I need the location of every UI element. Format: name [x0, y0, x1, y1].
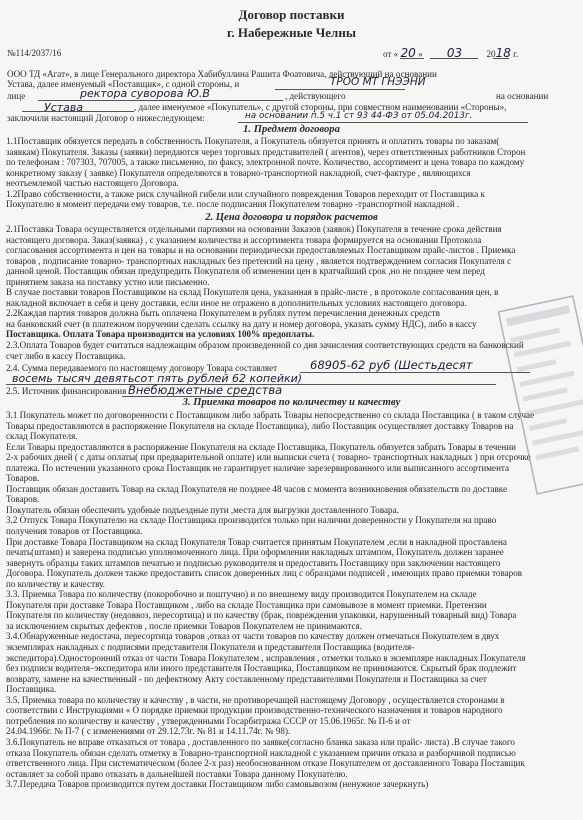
director-handwritten: ректора суворова Ю.В	[80, 87, 210, 100]
text-line: При доставке Товара Поставщиком на склад Покупателя Товар считается принятым Покупателем ,если в накладной проставлена	[6, 536, 507, 547]
text-line: конкретному заказу ( заявке) Покупателя определяются в товарно-транспортной накладной, счет-фактуре , являющихся	[6, 167, 471, 178]
section-3-body	[6, 410, 578, 790]
text-line: по телефонам : 707303, 707005, а также письменно, по факсу, электронной почте. Количество, ассортимент и цена товара по каждому	[6, 157, 525, 168]
section-1-body	[6, 136, 578, 210]
funding-source-handwritten: Внебюджетные средства	[128, 383, 283, 397]
text-line: 1.2Право собственности, а также риск случайной гибели или случайного повреждения Товаров переходит от Поставщика к	[6, 188, 485, 199]
text-line: 2.2Каждая партия товаров должна быть оплачена Покупателем в рублях путем перечисления денежных средств	[6, 308, 440, 319]
preamble-line-4: , далее именуемое «Покупатель», с другой стороны, при совместном наименовании «Стороны»,	[134, 102, 507, 112]
text-line: получения товаров от Поставщика.	[6, 526, 143, 537]
date-year-suffix: г.	[513, 49, 519, 59]
text-line: по количеству и качеству.	[6, 578, 105, 589]
text-line: печать(штамп) и заверена подписью уполномоченного лица. При оформлении накладных штампом, Покупатель должен заранее	[6, 547, 504, 558]
text-line: соответствии с Инструкциями « О порядке приемки продукции производственно-технического назначения и товаров народного	[6, 705, 503, 716]
text-line: без подписи водителя–экспедитора или иного представителя Поставщика, Поставщиком не принимаются. Скрытый брак подлежит	[6, 663, 517, 674]
preamble-line-3-a: лице	[7, 91, 26, 101]
text-line: ответственного лица. При систематическом (более 2-х раз) необоснованном отказе Покупателем от доставленного Товара Поставщик	[6, 758, 525, 769]
text-line: данной ценой. Поставщик обязан предупредить Покупателя об изменении цен в кратчайший срок ,но не позднее чем перед	[6, 266, 485, 277]
basis-handwritten: Устава	[44, 101, 84, 114]
document-city: г. Набережные Челны	[227, 25, 356, 40]
text-line: 24.04.1966г. № П-7 ( с изменениями от 29.12.73г. № 81 и 14.11.74г. № 98).	[6, 726, 291, 737]
text-line: принятием заказа на поставку устно или письменно.	[6, 276, 210, 287]
text-line: Товаров.	[6, 494, 40, 505]
text-line: отказа Покупатель обязан сделать отметку в Товарно-транспортной накладной с указанием причин отказа и разборчивой подписью	[6, 747, 516, 758]
text-line: завернуть образцы таких штампов печатью и подписью руководителя и предоставить Поставщику при заключении настоящего	[6, 557, 501, 568]
text-line: на банковский счет (в платежном поручении сделать ссылку на дату и номер договора, указать сумму НДС), либо в кассу	[6, 318, 477, 329]
text-line: потребления по количеству и качеству , утвержденными Госарбитража СССР от 15.06.1965г. № П-6 и от	[6, 715, 411, 726]
text-line: Если Товары предоставляются в распоряжение Покупателя на складе Поставщика, Покупатель обязуется забрать Товары в течении	[6, 441, 516, 452]
law-basis-handwritten: на основании п.5 ч.1 ст 93 44-ФЗ от 05.04.2013г.	[245, 111, 473, 121]
preamble-line-5: заключили настоящий Договор о нижеследующем:	[7, 113, 205, 123]
text-line: В случае поставки товаров Поставщиком на склад Покупателя цена, указанная в прайс-листе , в протоколе согласования цен, в	[6, 287, 499, 298]
text-line: Договора. Покупатель должен также предоставить список доверенных лиц с образцами подписей , имеющих право приемки товаров	[6, 568, 523, 579]
text-line: накладной включает в себя и цену доставки, если иное не отражено в дополнительных условиях настоящего договора.	[6, 297, 467, 308]
date-year: 18	[495, 46, 511, 60]
preamble-line-3-c: на основании	[496, 91, 549, 101]
text-line: настоящего договора. Заказ(заявка) , с указанием количества и ассортимента товара формируется на основании Протокола	[6, 234, 482, 245]
document-title: Договор поставки	[238, 7, 345, 22]
text-line: склад Покупателя.	[6, 431, 78, 442]
text-line: Поставщик обязан доставить Товар на склад Покупателя не позднее 48 часов с момента возникновения обязательств по доставке	[6, 483, 507, 494]
section-1-heading: 1. Предмет договора	[243, 124, 340, 135]
text-line: 2-х рабочих дней ( с даты оплаты( при предварительной оплате) или выписки счета ( товарно- транспортных накладных ) при отсрочке	[6, 452, 531, 463]
date-day: 20	[400, 46, 416, 60]
text-line: 3.4.Обнаруженные недостача, пересортица товаров ,отказ от части товаров по качеству должен отмечаться Покупателем в двух	[6, 631, 500, 642]
section-2-heading: 2. Цена договора и порядок расчетов	[205, 212, 378, 223]
date-year-prefix: 20	[486, 49, 496, 59]
section-3-heading: 3. Приемка товаров по количеству и качеству	[182, 397, 401, 408]
text-line: 2.3.Оплата Товаров будет считаться надлежащим образом произведенной со дня зачисления соответствующих средств на банковский	[6, 340, 524, 351]
text-line: экспедитора).Односторонний отказ от части Товара Покупателем , исправления , отметки только в экземпляре накладных Покупателя	[6, 652, 526, 663]
preamble-line-1: ООО ТД «Агат», в лице Генерального директора Хабибуллина Рашита Фоатовича, действующий на основании	[7, 69, 437, 79]
text-line: Товаров.	[6, 473, 40, 484]
preamble-line-2: Устава, далее именуемый «Поставщик», с одной стороны, и	[7, 79, 240, 89]
text-line: за исключением скрытых дефектов , после приемки Товаров Покупателем не принимаются.	[6, 620, 362, 631]
text-line: Поставщика.	[6, 684, 57, 695]
contract-sum-handwritten: 68905-62 руб (Шестьдесят	[310, 358, 473, 372]
text-line: 3.6.Покупатель не вправе отказаться от товара , доставленного по заявке(согласно бланка заказа или прайс- листа) .В случае такого	[6, 736, 515, 747]
text-line: 3.3. Приемка Товара по количеству (покоробочно и поштучно) и по внешнему виду производится Покупателем на складе	[6, 589, 477, 600]
text-line: Покупателя при доставке Товара Поставщиком , либо на складе Поставщика при самовывозе в момент приемки. Претензии	[6, 599, 487, 610]
text-line: Покупателю в момент передачи ему товаров, т.е. после подписания Покупателем товарно -транспортной накладной .	[6, 199, 460, 210]
text-line: оставляет за собой право отказать в дальнейшей поставки Товара данному Покупателю.	[6, 768, 348, 779]
funding-source-label: 2.5. Источник финансирования	[6, 386, 127, 396]
text-line: 3.2 Отпуск Товара Покупателю на складе Поставщика производится только при наличии доверенности у Покупателя на право	[6, 515, 497, 526]
contract-sum-words-handwritten: восемь тысяч девятьсот пять рублей 62 копейки)	[12, 372, 303, 385]
text-line: неотъемлемой частью настоящего Договора.	[6, 178, 179, 189]
buyer-name-handwritten: ТРОО МТ ГНЭЭНИ	[330, 76, 426, 88]
contract-number: №114/2037/16	[7, 48, 62, 58]
contract-sum-label: 2.4. Сумма передаваемого по настоящему договору Товара составляет	[6, 363, 278, 373]
text-line: Покупатель обязан обеспечить удобные подъездные пути ,места для выгрузки доставленного Товара.	[6, 504, 399, 515]
text-line: 2.1Поставка Товара осуществляется отдельными партиями на основании Заказов (заявок) Покупателя в течение срока действия	[6, 224, 502, 234]
text-line: 1.1Поставщик обязуется передать в собственность Покупателя, а Покупатель обязуется принять и оплатить товары по заказам(	[6, 136, 500, 146]
text-line: согласования ассортимента и цен на товары и на основании периодически предоставляемых Поставщиком прайс-листов . Приемка	[6, 245, 516, 256]
text-line: возврату, замене на качественный - по дефектному Акту составленному представителями Покупателя и Поставщика за счет	[6, 673, 487, 684]
text-line: экземплярах накладных с подписями представителя Покупателя и представителя Поставщика (водителя-	[6, 642, 415, 653]
text-line: заявкам) Покупателя. Заказы (заявки) передаются через торговых представителей ( агентов), через ответственных работников Сторон	[6, 146, 526, 157]
preamble-line-3-b: , действующего	[285, 91, 346, 101]
text-line: товаров , подписание товарно- транспортных накладных без претензий на цену , является подтверждением согласия Покупателя с	[6, 255, 512, 266]
text-line: Покупателя по количеству (недоввоз, пересортица) и по качеству (брак, повреждения упаковки, нарушенный товарный вид) Товара	[6, 610, 517, 621]
text-line: платежа. По истечении указанного срока Поставщик не гарантирует наличие зарезервированного или выписанного ассортимента	[6, 462, 510, 473]
text-line: 3.1 Покупатель может по договоренности с Поставщиком либо забрать Товары непосредственно со склада Поставщика ( в таком случае	[6, 410, 535, 420]
date-prefix: от «	[383, 49, 399, 59]
text-line: 3.7.Передача Товаров производится путем доставки Поставщиком либо самовывозом (ненужное зачеркнуть)	[6, 779, 429, 790]
text-line: Товары предоставляются в распоряжение Покупателя на складе Поставщика), либо Поставщик осуществляет доставку Товаров на	[6, 420, 514, 431]
prepayment-terms: Поставщика. Оплата Товара производится на условиях 100% предоплаты.	[6, 329, 315, 340]
text-line: счет либо в кассу Поставщика.	[6, 350, 126, 361]
section-2-body	[6, 224, 578, 361]
date-month: 03	[446, 46, 463, 60]
date-sep: »	[418, 49, 423, 59]
text-line: 3.5. Приемка товара по количеству и качеству , в части, не противоречащей настоящему Договору , осуществляется сторонами в	[6, 694, 505, 705]
